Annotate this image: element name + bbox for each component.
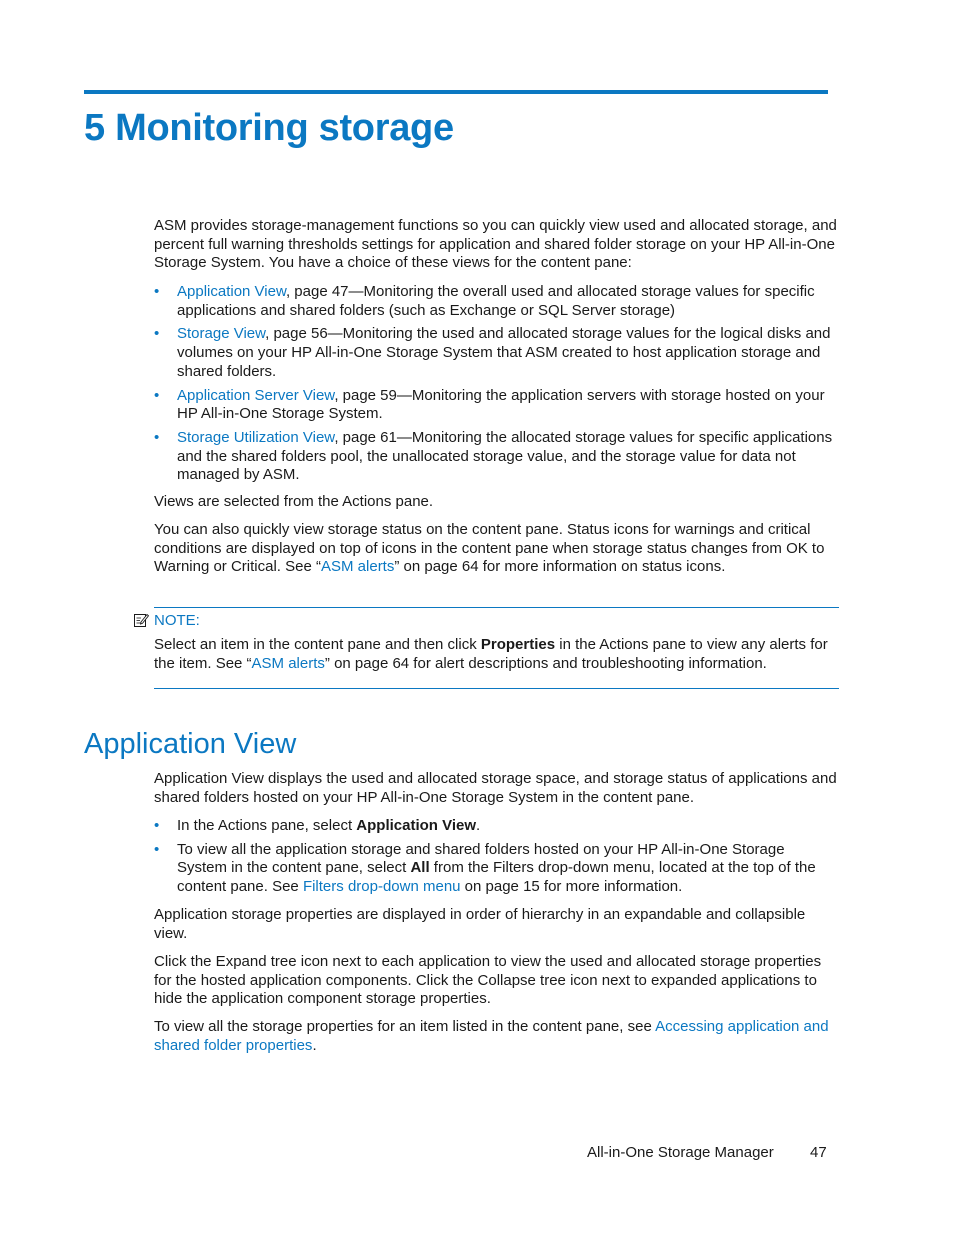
step-2-text-3: on page 15 for more information. bbox=[460, 878, 683, 896]
hierarchy-section bbox=[154, 906, 838, 943]
intro-section bbox=[154, 217, 838, 273]
list-item bbox=[154, 817, 838, 836]
bullet-icon: • bbox=[154, 325, 160, 343]
step-1-text: In the Actions pane, select bbox=[177, 817, 357, 834]
note-text-2: in the Actions pane to view any alerts for the item. See “ bbox=[154, 636, 828, 672]
note-pencil-icon bbox=[133, 612, 149, 628]
steps-list bbox=[154, 817, 838, 897]
status-paragraph bbox=[154, 521, 838, 577]
link-storage-utilization-view[interactable]: Storage Utilization View bbox=[177, 428, 335, 446]
note-bold-properties: Properties bbox=[480, 636, 556, 653]
link-application-view[interactable]: Application View bbox=[177, 283, 286, 300]
props-section bbox=[154, 1018, 838, 1055]
bullet-icon: • bbox=[154, 386, 160, 404]
list-item bbox=[154, 325, 838, 381]
chapter-top-rule bbox=[84, 90, 828, 94]
intro-paragraph: ASM provides storage-management functions so you can quickly view used and allocated storage, and percent full warning thresholds settings for application and shared folder storage on your HP All-in-One Storage System. You have a choice of these views for the content pane: bbox=[154, 217, 837, 272]
bullet-icon: • bbox=[154, 283, 160, 300]
list-item bbox=[154, 429, 838, 485]
app-intro-section bbox=[154, 770, 838, 807]
props-paragraph bbox=[154, 1018, 838, 1055]
views-selected-section bbox=[154, 493, 838, 512]
list-item bbox=[154, 387, 838, 424]
views-selected-paragraph: Views are selected from the Actions pane. bbox=[154, 493, 434, 510]
section-title: Application View bbox=[84, 728, 297, 760]
props-text-before: To view all the storage properties for an item listed in the content pane, see bbox=[154, 1018, 656, 1035]
bullet-icon: • bbox=[154, 840, 160, 858]
views-list bbox=[154, 283, 838, 485]
note-bottom-rule bbox=[154, 688, 839, 689]
footer-title: All-in-One Storage Manager bbox=[587, 1144, 774, 1161]
expand-paragraph: Click the Expand tree icon next to each application to view the used and allocated storage properties for the hosted application components. Click the Collapse tree icon next to expanded applications to hide the application component storage properties. bbox=[154, 953, 822, 1008]
step-1-bold: Application View bbox=[356, 817, 477, 834]
note-paragraph bbox=[154, 636, 838, 673]
link-accessing-properties[interactable]: Accessing application and shared folder properties bbox=[154, 1018, 829, 1054]
status-text-after: ” on page 64 for more information on status icons. bbox=[394, 558, 726, 576]
note-label: NOTE: bbox=[154, 612, 200, 629]
step-2-text-1: To view all the application storage and shared folders hosted on your HP All-in-One Storage System in the content pane, select bbox=[177, 840, 785, 877]
bullet-icon: • bbox=[154, 428, 160, 446]
note-top-rule bbox=[154, 607, 839, 608]
note-text-3: ” on page 64 for alert descriptions and troubleshooting information. bbox=[324, 654, 767, 672]
link-filters-drop-down-menu[interactable]: Filters drop-down menu bbox=[302, 878, 461, 896]
chapter-title: 5 Monitoring storage bbox=[84, 107, 454, 149]
list-item-text: , page 47—Monitoring the overall used and allocated storage values for specific applications and shared folders (such as Exchange or SQL Server storage) bbox=[177, 283, 815, 319]
link-application-server-view[interactable]: Application Server View bbox=[177, 386, 335, 404]
footer-page-number: 47 bbox=[810, 1144, 827, 1161]
step-1-end: . bbox=[476, 817, 481, 834]
app-intro-paragraph: Application View displays the used and allocated storage space, and storage status of applications and shared folders hosted on your HP All-in-One Storage System in the content pane. bbox=[154, 770, 837, 806]
bullet-icon: • bbox=[154, 817, 160, 834]
status-text-before: You can also quickly view storage status on the content pane. Status icons for warnings and critical conditions are displayed on top of icons in the content pane when storage status changes from OK to Warning or Critical. See “ bbox=[154, 521, 825, 576]
list-item bbox=[154, 283, 838, 320]
list-item-text: , page 61—Monitoring the allocated storage values for specific applications and the shared folders pool, the unallocated storage value, and the storage value for data not managed by ASM. bbox=[177, 428, 833, 484]
hierarchy-paragraph: Application storage properties are displayed in order of hierarchy in an expandable and collapsible view. bbox=[154, 906, 806, 942]
step-2-text-2: from the Filters drop-down menu, located at the top of the content pane. See bbox=[177, 859, 816, 896]
list-item-text: , page 59—Monitoring the application servers with storage hosted on your HP All-in-One Storage System. bbox=[177, 386, 825, 423]
props-text-after: . bbox=[312, 1036, 317, 1054]
note-section bbox=[154, 636, 838, 673]
views-list-section bbox=[154, 283, 838, 485]
steps-section bbox=[154, 817, 838, 897]
link-asm-alerts-note[interactable]: ASM alerts bbox=[251, 654, 325, 672]
link-storage-view[interactable]: Storage View bbox=[177, 325, 266, 343]
note-text-1: Select an item in the content pane and then click bbox=[154, 636, 481, 653]
status-section bbox=[154, 521, 838, 577]
list-item bbox=[154, 841, 838, 897]
link-asm-alerts[interactable]: ASM alerts bbox=[321, 558, 395, 576]
step-2-bold: All bbox=[410, 859, 430, 877]
expand-section bbox=[154, 953, 838, 1009]
list-item-text: , page 56—Monitoring the used and allocated storage values for the logical disks and volumes on your HP All-in-One Storage System that ASM created to host application storage and shared folders. bbox=[177, 325, 831, 380]
